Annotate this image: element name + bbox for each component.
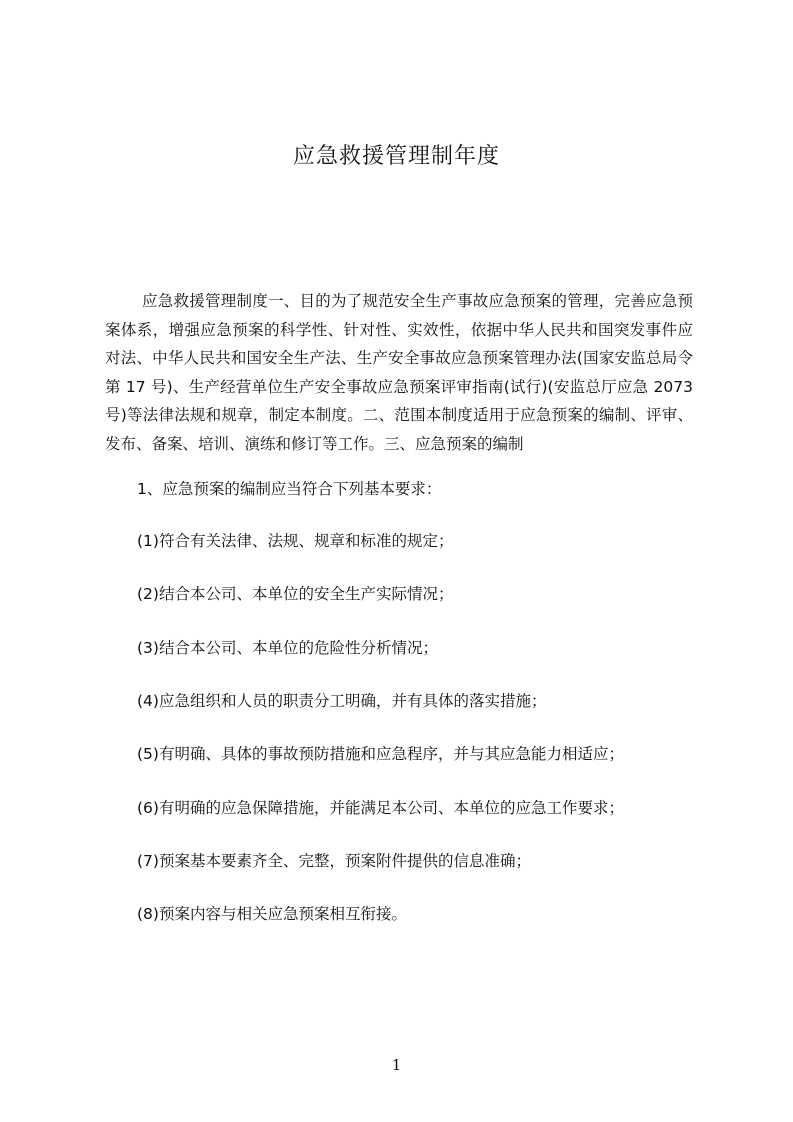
requirement-item-1: (1)符合有关法律、法规、规章和标准的规定；: [137, 532, 454, 550]
requirement-item-6: (6)有明确的应急保障措施，并能满足本公司、本单位的应急工作要求；: [137, 799, 624, 817]
document-title: 应急救援管理制年度: [292, 144, 500, 169]
requirement-item-5: (5)有明确、具体的事故预防措施和应急程序，并与其应急能力相适应；: [137, 745, 624, 763]
requirement-item-7: (7)预案基本要素齐全、完整，预案附件提供的信息准确；: [137, 852, 531, 870]
requirements-heading: 1、应急预案的编制应当符合下列基本要求：: [137, 480, 442, 498]
requirement-item-2: (2)结合本公司、本单位的安全生产实际情况；: [137, 585, 454, 603]
page-number: 1: [391, 1056, 402, 1074]
requirement-item-4: (4)应急组织和人员的职责分工明确，并有具体的落实措施；: [137, 692, 547, 710]
requirement-item-3: (3)结合本公司、本单位的危险性分析情况；: [137, 639, 438, 657]
requirement-item-8: (8)预案内容与相关应急预案相互衔接。: [137, 905, 407, 923]
intro-paragraph: 应急救援管理制度一、目的为了规范安全生产事故应急预案的管理，完善应急预案体系，增强应急预案的科学性、针对性、实效性，依据中华人民共和国突发事件应对法、中华人民共和国安全生产法、生产安全事故应急预案管理办法(国家安监总局令第 17 号)、生产经营单位生产安全事故应急预案评审指南(试行)(安监总厅应急 2073 号)等法律法规和规章，制定本制度。二、范围本制度适用于应急预案的编制、评审、发布、备案、培训、演练和修订等工作。三、应急预案的编制: [105, 292, 693, 453]
